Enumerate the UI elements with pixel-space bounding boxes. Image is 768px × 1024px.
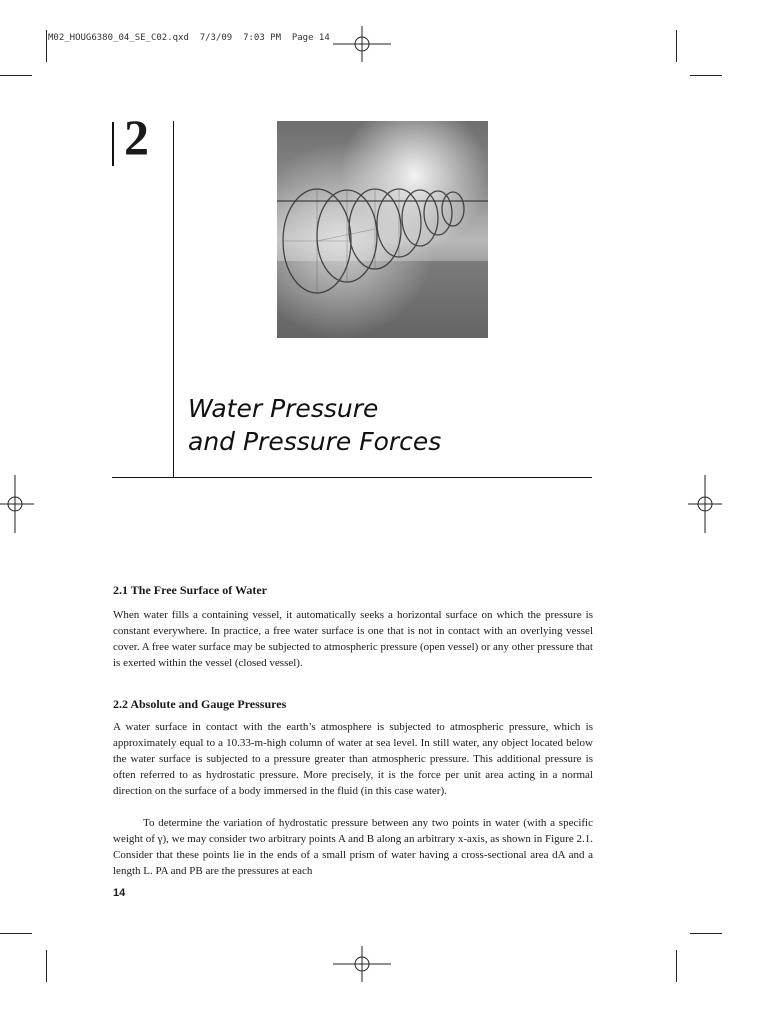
section-2-2-paragraph-2: To determine the variation of hydrostatic pressure between any two points in water (with a specific weight of γ), we may consider two arbitrary points A and B along an arbitrary x-axis, as shown in Figure 2.1. Consider that these points lie in the ends of a small prism of water having a cross-sectional area dA and a length L. PA and PB are the pressures at each bbox=[113, 817, 593, 877]
crop-mark-top-right-h bbox=[690, 75, 722, 76]
chapter-number-bar bbox=[112, 122, 114, 166]
chapter-title-line-2: and Pressure Forces bbox=[188, 427, 442, 456]
registration-mark-bottom bbox=[333, 946, 391, 982]
crop-mark-top-left-h bbox=[0, 75, 32, 76]
chapter-number: 2 bbox=[124, 109, 149, 165]
chapter-vertical-rule bbox=[173, 121, 174, 477]
crop-mark-bottom-left-v bbox=[46, 950, 47, 982]
registration-mark-top bbox=[333, 26, 391, 62]
chapter-horizontal-rule bbox=[112, 477, 592, 478]
chapter-title bbox=[188, 392, 441, 458]
section-heading-2-1: 2.1 The Free Surface of Water bbox=[113, 583, 267, 597]
registration-mark-left bbox=[0, 475, 34, 533]
section-2-1-paragraph: When water fills a containing vessel, it automatically seeks a horizontal surface on which the pressure is constant everywhere. In practice, a free water surface is one that is not in contact with an overlying vessel cover. A free water surface may be subjected to atmospheric pressure (open vessel) or any other pressure that is exerted within the vessel (closed vessel). bbox=[113, 609, 593, 669]
page-number: 14 bbox=[113, 887, 126, 899]
registration-mark-right bbox=[688, 475, 722, 533]
section-2-2-paragraph-1: A water surface in contact with the earth’s atmosphere is subjected to atmospheric pressure, which is approximately equal to a 10.33-m-high column of water at sea level. In still water, any object located below the water surface is subjected to a pressure greater than atmospheric pressure. This additional pressure is often referred to as hydrostatic pressure. More precisely, it is the force per unit area acting in a normal direction on the surface of a body immersed in the fluid (in this case water). bbox=[113, 721, 593, 797]
crop-mark-top-left-v bbox=[46, 30, 47, 62]
crop-mark-bottom-right-h bbox=[690, 933, 722, 934]
crop-mark-top-right-v bbox=[676, 30, 677, 62]
section-heading-2-2: 2.2 Absolute and Gauge Pressures bbox=[113, 697, 287, 711]
print-slug: M02_HOUG6380_04_SE_C02.qxd 7/3/09 7:03 PM Page 14 bbox=[48, 33, 330, 43]
chapter-title-line-1: Water Pressure bbox=[188, 394, 379, 423]
crop-mark-bottom-left-h bbox=[0, 933, 32, 934]
irrigation-sprinkler-photo bbox=[277, 121, 488, 338]
crop-mark-bottom-right-v bbox=[676, 950, 677, 982]
